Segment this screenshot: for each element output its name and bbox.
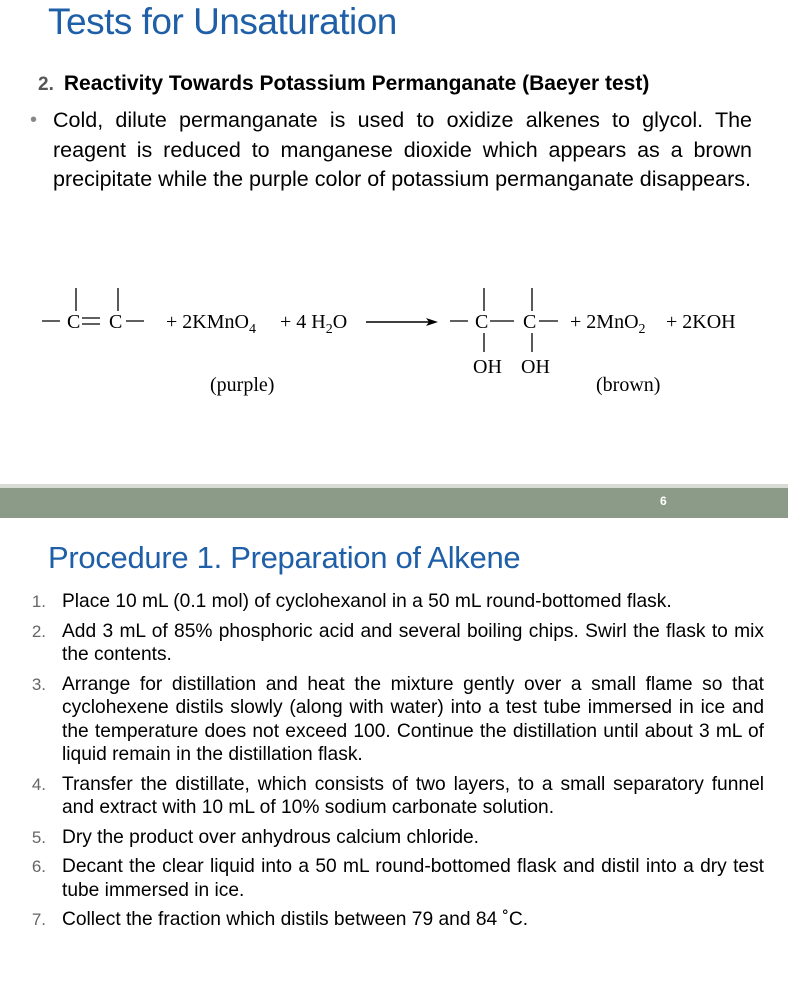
list-item [22,773,764,820]
step-number: 2. [31,621,46,641]
step-text: Decant the clear liquid into a 50 mL round-bottomed flask and distil into a dry test tube immersed in ice. [62,856,764,901]
step-number: 3. [31,674,46,694]
list-item [22,908,764,932]
step-text: Add 3 mL of 85% phosphoric acid and several boiling chips. Swirl the flask to mix the contents. [62,620,764,665]
step-text: Dry the product over anhydrous calcium chloride. [62,826,479,848]
hydroxyl-2: OH [521,356,550,378]
alkene-carbon-2: C [109,311,123,333]
hydroxyl-1: OH [473,356,502,378]
list-item [22,590,764,614]
slide-procedure [0,518,788,981]
reaction-diagram [30,276,770,416]
list-item [22,673,764,767]
list-item [22,855,764,902]
step-number: 6. [31,857,46,876]
product-koh: + 2KOH [666,311,736,333]
label-purple: (purple) [210,374,275,396]
glycol-carbon-2: C [523,311,537,333]
heading-number: 2. [38,74,54,95]
page-number: 6 [660,494,667,508]
list-item [22,620,764,667]
product-mno2: + 2MnO$_2$ [570,311,646,337]
slide-title: Procedure 1. Preparation of Alkene [48,540,521,575]
step-text: Arrange for distillation and heat the mixture gently over a small flame so that cyclohexene distils slowly (along with water) into a test tube immersed in ice and the temperature does not exceed 100. Continue the distillation until about 3 mL of liquid remain in the distillation flask. [62,673,764,765]
reaction-equation [30,276,770,416]
step-text: Transfer the distillate, which consists of two layers, to a small separatory funnel and extract with 10 mL of 10% sodium carbonate solution. [62,773,764,818]
slide-tests-for-unsaturation [0,0,788,484]
step-text: Collect the fraction which distils between 79 and 84 ˚C. [62,909,529,930]
step-number: 1. [31,592,46,611]
label-brown: (brown) [596,374,661,396]
alkene-carbon-1: C [67,311,81,333]
step-text: Place 10 mL (0.1 mol) of cyclohexanol in a 50 mL round-bottomed flask. [62,591,672,612]
slide-title: Tests for Unsaturation [48,1,397,42]
glycol-carbon-1: C [475,311,489,333]
reagent-kmno4: + 2KMnO$_4$ [166,311,256,337]
reaction-arrow-icon [366,318,438,326]
heading-text: Reactivity Towards Potassium Permanganate (Baeyer test) [63,72,650,95]
bullet-icon: • [30,109,38,131]
alkene-structure [42,288,144,333]
band-highlight [0,484,788,488]
section-heading [38,70,649,99]
step-number: 5. [31,827,46,847]
reagent-water: + 4 $H_2O$ [280,311,348,337]
list-item [22,826,764,850]
step-number: 4. [31,774,46,794]
bullet-paragraph [30,106,752,195]
slide-divider-band [0,484,788,518]
glycol-structure [450,288,558,378]
step-number: 7. [31,910,46,929]
procedure-steps [22,590,764,938]
bullet-text: Cold, dilute permanganate is used to oxidize alkenes to glycol. The reagent is reduced to manganese dioxide which appears as a brown precipitate while the purple color of potassium permanganate disappears. [53,108,752,191]
